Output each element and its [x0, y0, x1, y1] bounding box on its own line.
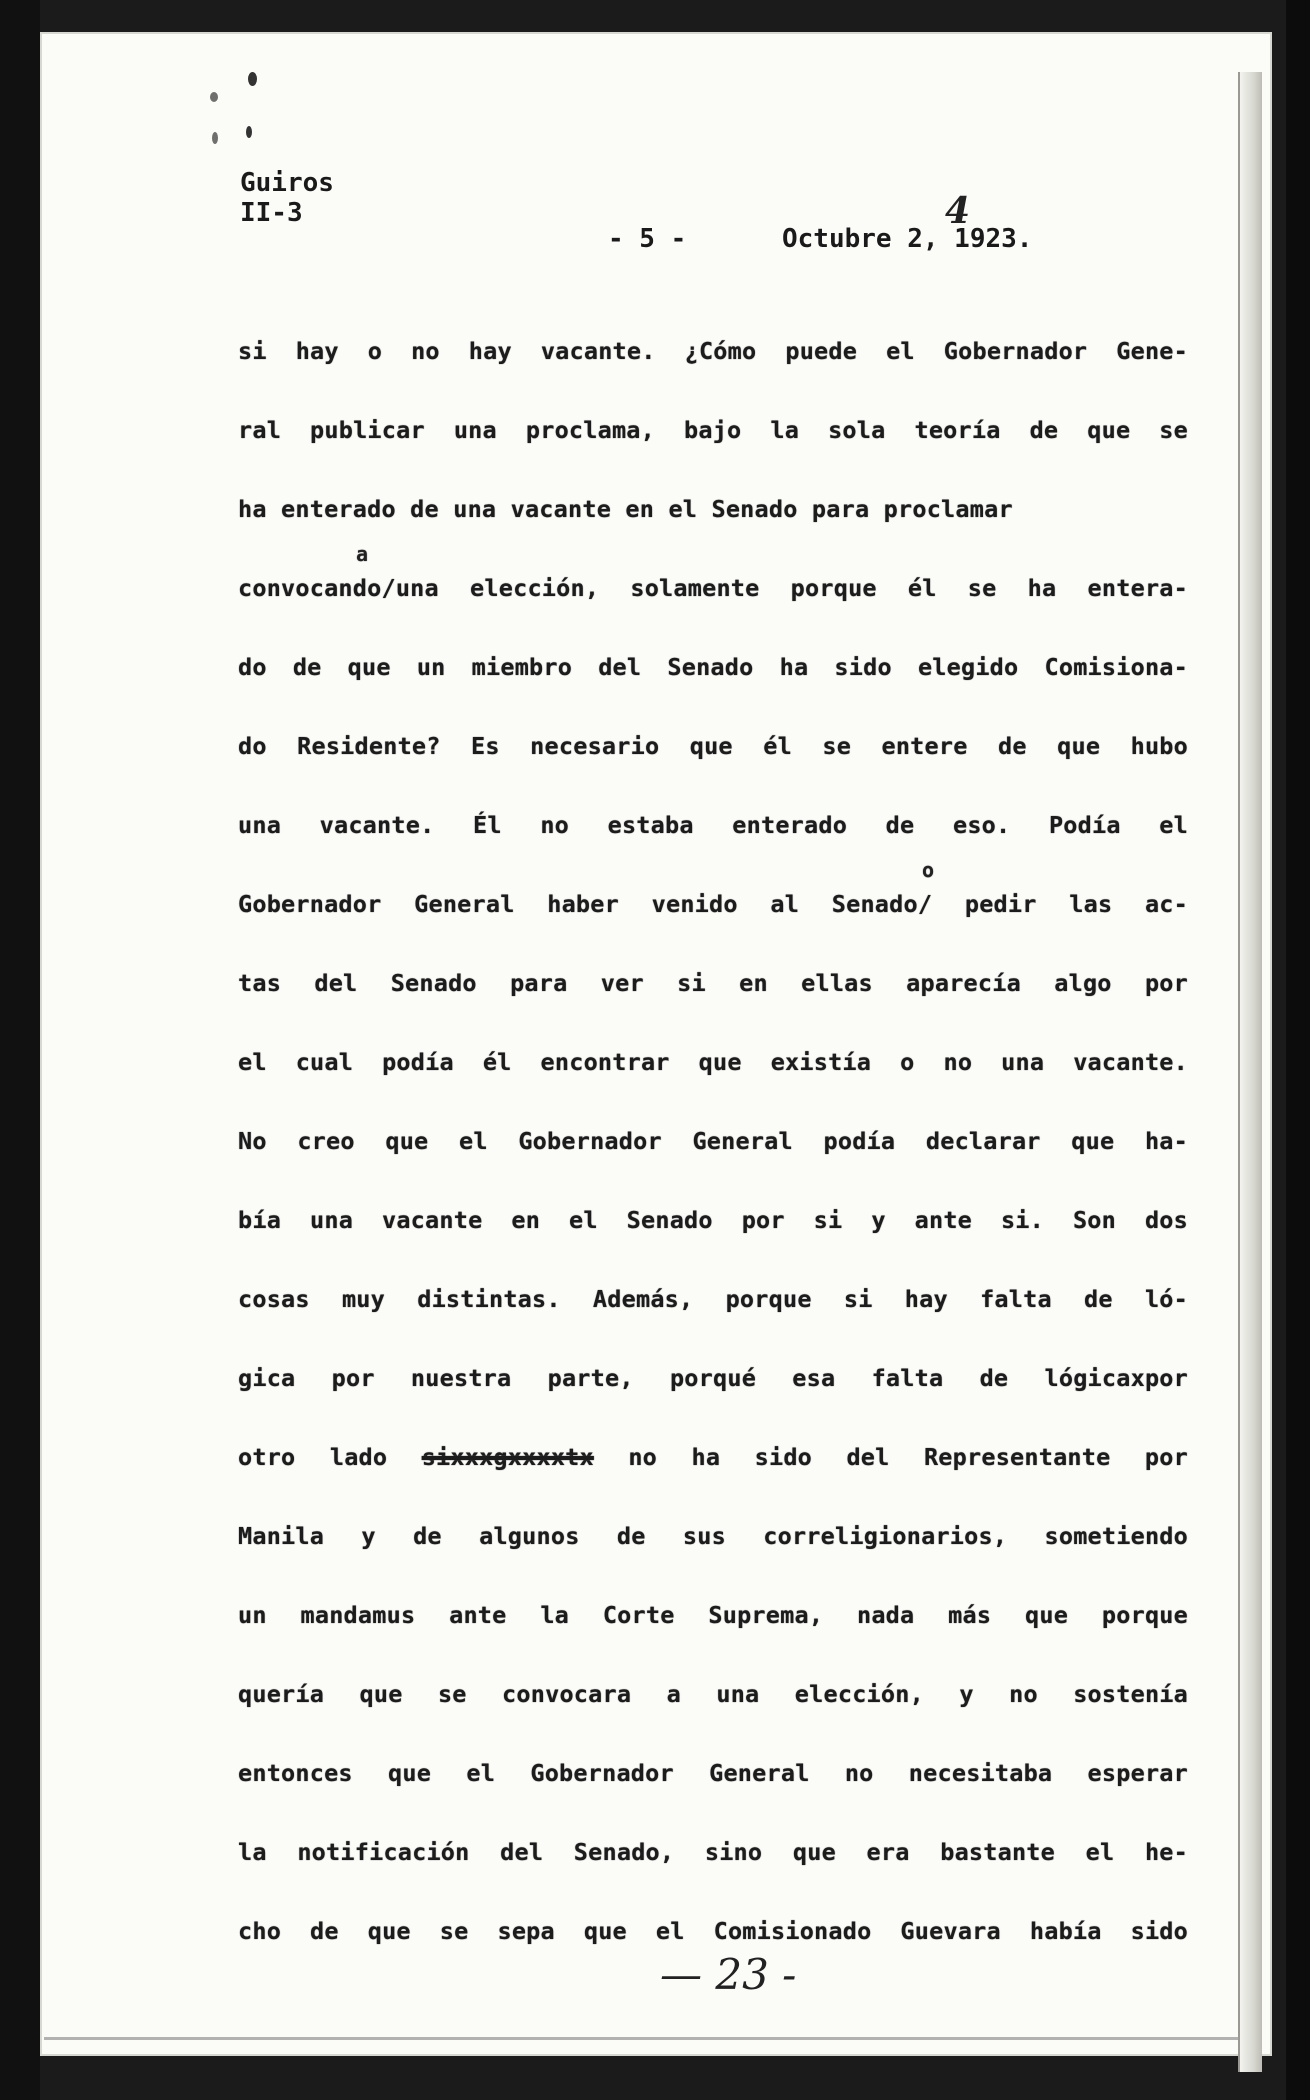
- text-line: una vacante. Él no estaba enterado de eso. Podía el: [238, 811, 1188, 839]
- text-line: tas del Senado para ver si en ellas aparecía algo por: [238, 969, 1188, 997]
- text-line: quería que se convocara a una elección, y no sostenía: [238, 1680, 1188, 1708]
- text-line: la notificación del Senado, sino que era bastante el he-: [238, 1838, 1188, 1866]
- text-line: gica por nuestra parte, porqué esa falta de lógicaxpor: [238, 1364, 1188, 1392]
- header-name: Guiros: [240, 168, 334, 198]
- text-line: do de que un miembro del Senado ha sido elegido Comisiona-: [238, 653, 1188, 681]
- text-line: ha enterado de una vacante en el Senado para proclamar: [238, 495, 1013, 523]
- scan-left-border: [0, 0, 40, 2100]
- text-line-content: Gobernador General haber venido al Senado/ pedir las ac-: [238, 890, 1188, 918]
- ink-blot: [210, 92, 218, 102]
- header-code: II-3: [240, 198, 303, 228]
- text-line: un mandamus ante la Corte Suprema, nada más que porque: [238, 1601, 1188, 1629]
- scan-right-border: [1286, 0, 1310, 2100]
- page-edge: [1238, 72, 1262, 2072]
- page-number-dash: —: [660, 1950, 716, 1999]
- page-number-dash: -: [768, 1950, 797, 1999]
- handwritten-page-number: [660, 1950, 796, 1999]
- text-line: [238, 542, 1188, 628]
- ink-blot: [212, 132, 218, 144]
- text-line: [238, 1418, 1188, 1497]
- ink-blot: [246, 126, 252, 138]
- header-date: Octubre 2, 1923.: [782, 224, 1033, 254]
- handwritten-date-correction: 4: [945, 190, 971, 232]
- typed-insert-mark: o: [922, 858, 935, 882]
- text-line: Manila y de algunos de sus correligionarios, sometiendo: [238, 1522, 1188, 1550]
- text-line: ral publicar una proclama, bajo la sola teoría de que se: [238, 416, 1188, 444]
- page-number-value: 23: [715, 1950, 769, 1999]
- ink-blot: [248, 72, 257, 86]
- header-author-block: [240, 168, 334, 228]
- text-line: do Residente? Es necesario que él se entere de que hubo: [238, 732, 1188, 760]
- text-line-content: otro lado: [238, 1443, 388, 1471]
- text-line: el cual podía él encontrar que existía o no una vacante.: [238, 1048, 1188, 1076]
- text-line: si hay o no hay vacante. ¿Cómo puede el Gobernador Gene-: [238, 337, 1188, 365]
- body-text: [238, 312, 1188, 1971]
- struck-out-text: sixxxgxxxxtx: [421, 1443, 594, 1471]
- text-line: cho de que se sepa que el Comisionado Guevara había sido: [238, 1917, 1188, 1945]
- typed-insert-mark: a: [356, 542, 369, 566]
- text-line: entonces que el Gobernador General no necesitaba esperar: [238, 1759, 1188, 1787]
- page-bottom-edge: [44, 2037, 1238, 2040]
- text-line: [238, 858, 1188, 944]
- text-line: cosas muy distintas. Además, porque si hay falta de ló-: [238, 1285, 1188, 1313]
- text-line: No creo que el Gobernador General podía declarar que ha-: [238, 1127, 1188, 1155]
- text-line: bía una vacante en el Senado por si y ante si. Son dos: [238, 1206, 1188, 1234]
- text-line-content: no ha sido del Representante por: [628, 1443, 1188, 1471]
- document-header: [240, 168, 1140, 258]
- text-line-content: convocando/una elección, solamente porque él se ha entera-: [238, 574, 1188, 602]
- header-page-marker: - 5 -: [608, 224, 687, 254]
